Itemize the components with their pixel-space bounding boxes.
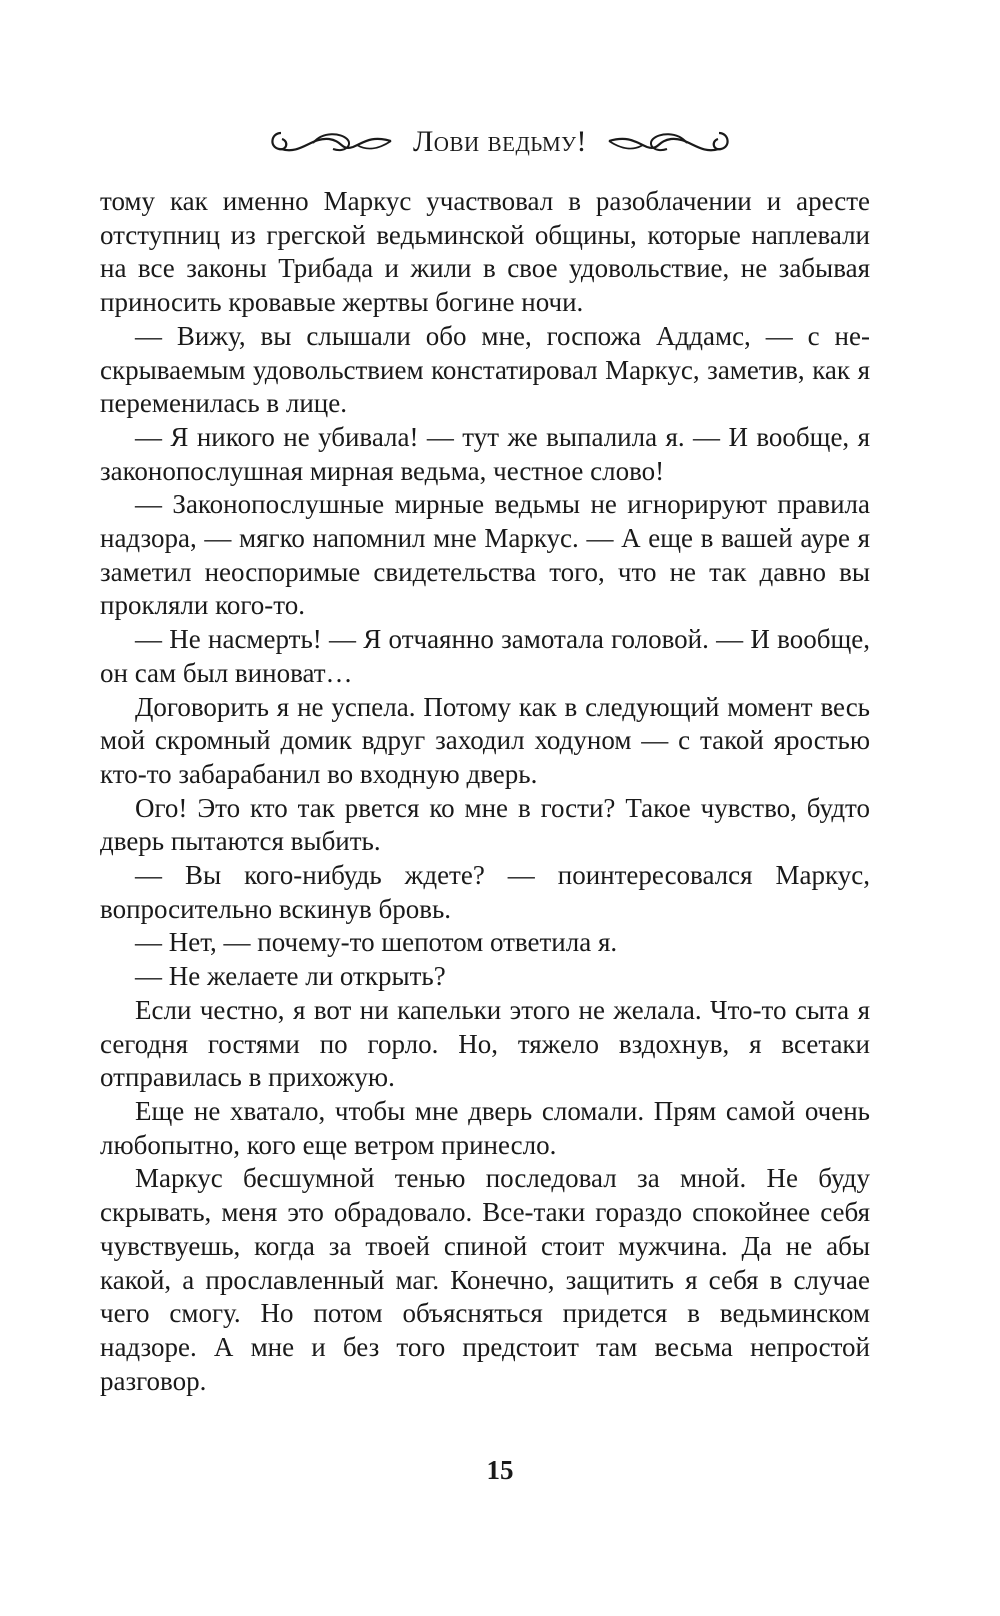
- paragraph: — Я никого не убивала! — тут же выпалила я. — И вообще, я законопослушная мирная ведьма, честное слово!: [100, 421, 870, 486]
- page-number: 15: [486, 1455, 514, 1485]
- running-header: [0, 118, 1000, 166]
- paragraph: Ого! Это кто так рвется ко мне в гости? Такое чувство, будто дверь пытаются выбить.: [100, 792, 870, 857]
- running-title: Лови ведьму!: [412, 125, 588, 158]
- paragraph: Еще не хватало, чтобы мне дверь сломали. Прям самой очень любопытно, кого еще ветром принесло.: [100, 1095, 870, 1160]
- flourish-ornament-left-icon: [267, 125, 395, 159]
- paragraph: — Не насмерть! — Я отчаянно замотала головой. — И вообще, он сам был виноват…: [100, 624, 870, 688]
- paragraph: — Вижу, вы слышали обо мне, госпожа Аддамс, — с нескрываемым удовольствием констатировал Маркус, заметив, как я переменилась в лице.: [100, 320, 870, 419]
- paragraph: — Нет, — почему-то шепотом ответила я.: [135, 927, 618, 958]
- paragraph: тому как именно Маркус участвовал в разоблачении и аресте отступниц из грегской ведьминской общины, которые наплевали на все законы Трибада и жили в свое удовольствие, не забывая приносить кровавые жертвы богине ночи.: [100, 186, 870, 318]
- paragraph: — Законопослушные мирные ведьмы не игнорируют правила надзора, — мягко напомнил мне Маркус. — А еще в вашей ауре я заметил неоспоримые свидетельства того, что не так давно вы прокляли кого-то.: [100, 489, 870, 621]
- flourish-ornament-right-icon: [605, 125, 733, 159]
- paragraph: Если честно, я вот ни капельки этого не желала. Что-то сыта я сегодня гостями по горло. Но, тяжело вздохнув, я всетаки отправилась в прихожую.: [100, 994, 870, 1093]
- paragraph: — Вы кого-нибудь ждете? — поинтересовался Маркус, вопросительно вскинув бровь.: [100, 860, 870, 924]
- paragraph: — Не желаете ли открыть?: [135, 961, 446, 992]
- page-body: [100, 185, 870, 1398]
- paragraph: Договорить я не успела. Потому как в следующий момент весь мой скромный домик вдруг заходил ходуном — с такой яростью кто-то забарабанил во входную дверь.: [100, 691, 870, 789]
- paragraph: Маркус бесшумной тенью последовал за мной. Не буду скрывать, меня это обрадовало. Все-таки гораздо спокойнее себя чувствуешь, когда за твоей спиной стоит мужчина. Да не абы какой, а прославленный маг. Конечно, защитить я себя в случае чего смогу. Но потом объясняться придется в ведьминском надзоре. А мне и без того предстоит там весьма непростой разговор.: [100, 1163, 870, 1396]
